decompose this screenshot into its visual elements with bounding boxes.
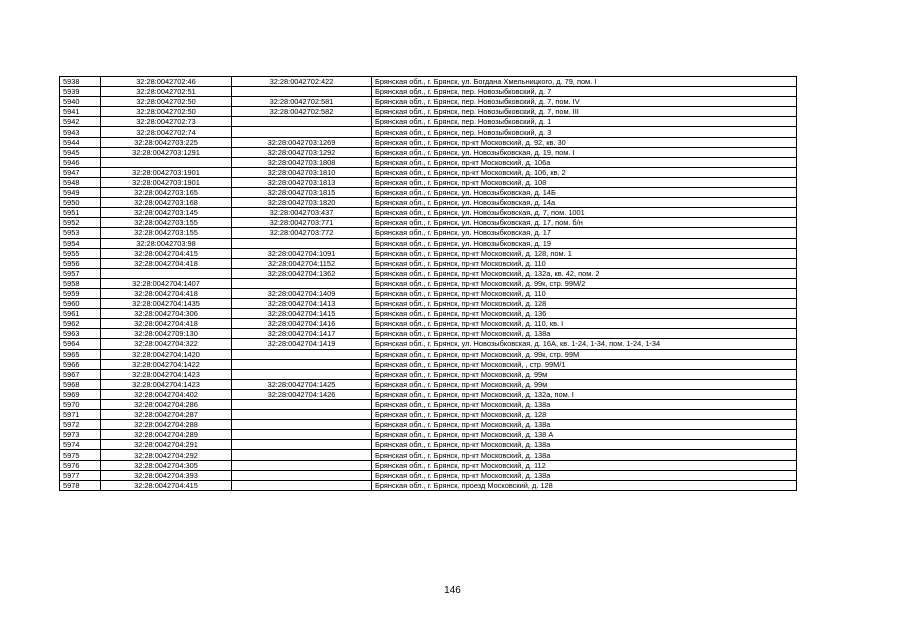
premises-cadastral-number-cell (232, 480, 372, 490)
table-row (60, 339, 797, 349)
address-cell: Брянская обл., г. Брянск, пр-кт Московский, д. 138а (372, 400, 797, 410)
cadastral-number-cell: 32:28:0042703:155 (101, 218, 232, 228)
table-row (60, 430, 797, 440)
premises-cadastral-number-cell (232, 430, 372, 440)
table-row (60, 127, 797, 137)
premises-cadastral-number-cell: 32:28:0042703:1815 (232, 188, 372, 198)
address-cell: Брянская обл., г. Брянск, пер. Новозыбковский, д. 1 (372, 117, 797, 127)
address-cell: Брянская обл., г. Брянск, пр-кт Московский, д. 99м (372, 379, 797, 389)
address-cell: Брянская обл., г. Брянск, пр-кт Московский, д. 138а (372, 329, 797, 339)
premises-cadastral-number-cell: 32:28:0042704:1415 (232, 309, 372, 319)
cadastral-number-cell: 32:28:0042709:130 (101, 329, 232, 339)
table-row (60, 400, 797, 410)
table-row (60, 268, 797, 278)
address-cell: Брянская обл., г. Брянск, ул. Богдана Хмельницкого, д. 79, пом. I (372, 77, 797, 87)
row-number-cell: 5951 (60, 208, 101, 218)
address-cell: Брянская обл., г. Брянск, пр-кт Московский, д. 106а (372, 157, 797, 167)
cadastral-number-cell: 32:28:0042703:168 (101, 198, 232, 208)
cadastral-number-cell: 32:28:0042703:1291 (101, 147, 232, 157)
premises-cadastral-number-cell (232, 470, 372, 480)
premises-cadastral-number-cell (232, 410, 372, 420)
row-number-cell: 5942 (60, 117, 101, 127)
row-number-cell: 5977 (60, 470, 101, 480)
cadastral-number-cell: 32:28:0042704:305 (101, 460, 232, 470)
table-row (60, 167, 797, 177)
address-cell: Брянская обл., г. Брянск, пр-кт Московский, д. 138 А (372, 430, 797, 440)
address-cell: Брянская обл., г. Брянск, пр-кт Московский, д. 99к, стр. 99М/2 (372, 278, 797, 288)
cadastral-number-cell: 32:28:0042704:1422 (101, 359, 232, 369)
premises-cadastral-number-cell: 32:28:0042703:1292 (232, 147, 372, 157)
cadastral-number-cell: 32:28:0042704:415 (101, 248, 232, 258)
premises-cadastral-number-cell (232, 359, 372, 369)
cadastral-number-cell: 32:28:0042703:225 (101, 137, 232, 147)
premises-cadastral-number-cell: 32:28:0042704:1426 (232, 389, 372, 399)
address-cell: Брянская обл., г. Брянск, пр-кт Московский, д. 132а, пом. I (372, 389, 797, 399)
row-number-cell: 5969 (60, 389, 101, 399)
address-cell: Брянская обл., г. Брянск, ул. Новозыбковская, д. 17, пом. б/н (372, 218, 797, 228)
premises-cadastral-number-cell: 32:28:0042703:772 (232, 228, 372, 238)
row-number-cell: 5960 (60, 299, 101, 309)
premises-cadastral-number-cell (232, 87, 372, 97)
address-cell: Брянская обл., г. Брянск, проезд Московский, д. 128 (372, 480, 797, 490)
cadastral-number-cell: 32:28:0042704:415 (101, 480, 232, 490)
address-cell: Брянская обл., г. Брянск, пр-кт Московский, д. 112 (372, 460, 797, 470)
cadastral-number-cell: 32:28:0042704:418 (101, 319, 232, 329)
address-cell: Брянская обл., г. Брянск, пр-кт Московский, д. 132а, кв. 42, пом. 2 (372, 268, 797, 278)
row-number-cell: 5970 (60, 400, 101, 410)
address-cell: Брянская обл., г. Брянск, пер. Новозыбковский, д. 3 (372, 127, 797, 137)
row-number-cell: 5949 (60, 188, 101, 198)
row-number-cell: 5950 (60, 198, 101, 208)
table-row (60, 299, 797, 309)
table-row (60, 278, 797, 288)
premises-cadastral-number-cell: 32:28:0042703:1813 (232, 177, 372, 187)
row-number-cell: 5953 (60, 228, 101, 238)
premises-cadastral-number-cell: 32:28:0042703:1808 (232, 157, 372, 167)
cadastral-number-cell: 32:28:0042702:73 (101, 117, 232, 127)
address-cell: Брянская обл., г. Брянск, пр-кт Московский, д. 110 (372, 258, 797, 268)
table-row (60, 389, 797, 399)
table-row (60, 288, 797, 298)
premises-cadastral-number-cell: 32:28:0042704:1419 (232, 339, 372, 349)
premises-cadastral-number-cell (232, 460, 372, 470)
row-number-cell: 5957 (60, 268, 101, 278)
premises-cadastral-number-cell (232, 400, 372, 410)
cadastral-number-cell: 32:28:0042704:292 (101, 450, 232, 460)
row-number-cell: 5963 (60, 329, 101, 339)
table-row (60, 147, 797, 157)
cadastral-number-cell: 32:28:0042703:1901 (101, 177, 232, 187)
address-cell: Брянская обл., г. Брянск, ул. Новозыбковская, д. 7, пом. 1001 (372, 208, 797, 218)
table-row (60, 359, 797, 369)
cadastral-number-cell: 32:28:0042704:1407 (101, 278, 232, 288)
premises-cadastral-number-cell: 32:28:0042703:1810 (232, 167, 372, 177)
row-number-cell: 5965 (60, 349, 101, 359)
address-cell: Брянская обл., г. Брянск, пр-кт Московский, д. 108 (372, 177, 797, 187)
table-row (60, 177, 797, 187)
table-row (60, 349, 797, 359)
row-number-cell: 5948 (60, 177, 101, 187)
table-row (60, 379, 797, 389)
address-cell: Брянская обл., г. Брянск, ул. Новозыбковская, д. 19 (372, 238, 797, 248)
premises-cadastral-number-cell: 32:28:0042704:1152 (232, 258, 372, 268)
cadastral-number-cell: 32:28:0042703:1901 (101, 167, 232, 177)
cadastral-number-cell (101, 157, 232, 167)
address-cell: Брянская обл., г. Брянск, пер. Новозыбковский, д. 7 (372, 87, 797, 97)
cadastral-number-cell: 32:28:0042704:1435 (101, 299, 232, 309)
table-row (60, 228, 797, 238)
cadastral-number-cell: 32:28:0042704:288 (101, 420, 232, 430)
table-row (60, 440, 797, 450)
table-row (60, 107, 797, 117)
premises-cadastral-number-cell (232, 127, 372, 137)
premises-cadastral-number-cell (232, 420, 372, 430)
address-cell: Брянская обл., г. Брянск, пр-кт Московский, д. 99м (372, 369, 797, 379)
cadastral-number-cell: 32:28:0042703:165 (101, 188, 232, 198)
address-cell: Брянская обл., г. Брянск, пр-кт Московский, д. 110, кв. I (372, 319, 797, 329)
table-row (60, 188, 797, 198)
cadastral-number-cell: 32:28:0042702:74 (101, 127, 232, 137)
premises-cadastral-number-cell (232, 349, 372, 359)
table-row (60, 77, 797, 87)
cadastral-number-cell: 32:28:0042704:286 (101, 400, 232, 410)
cadastral-number-cell: 32:28:0042704:393 (101, 470, 232, 480)
premises-cadastral-number-cell: 32:28:0042702:582 (232, 107, 372, 117)
address-cell: Брянская обл., г. Брянск, пер. Новозыбковский, д. 7, пом. IV (372, 97, 797, 107)
table-row (60, 460, 797, 470)
premises-cadastral-number-cell (232, 278, 372, 288)
address-cell: Брянская обл., г. Брянск, ул. Новозыбковская, д. 17 (372, 228, 797, 238)
address-cell: Брянская обл., г. Брянск, ул. Новозыбковская, д. 14а (372, 198, 797, 208)
table-row (60, 470, 797, 480)
row-number-cell: 5946 (60, 157, 101, 167)
row-number-cell: 5978 (60, 480, 101, 490)
cadastral-number-cell: 32:28:0042704:322 (101, 339, 232, 349)
table-row (60, 309, 797, 319)
cadastral-number-cell: 32:28:0042703:145 (101, 208, 232, 218)
premises-cadastral-number-cell (232, 450, 372, 460)
page-number: 146 (444, 585, 461, 596)
address-cell: Брянская обл., г. Брянск, пр-кт Московский, д. 138а (372, 420, 797, 430)
row-number-cell: 5943 (60, 127, 101, 137)
cadastral-number-cell: 32:28:0042704:418 (101, 288, 232, 298)
row-number-cell: 5944 (60, 137, 101, 147)
table-row (60, 450, 797, 460)
address-cell: Брянская обл., г. Брянск, пер. Новозыбковский, д. 7, пом. III (372, 107, 797, 117)
cadastral-number-cell: 32:28:0042704:1420 (101, 349, 232, 359)
table-row (60, 369, 797, 379)
premises-cadastral-number-cell: 32:28:0042704:1417 (232, 329, 372, 339)
premises-cadastral-number-cell: 32:28:0042704:1362 (232, 268, 372, 278)
premises-cadastral-number-cell (232, 369, 372, 379)
address-cell: Брянская обл., г. Брянск, ул. Новозыбковская, д. 16А, кв. 1-24, 1-34, пом. 1-24, 1-34 (372, 339, 797, 349)
table-row (60, 258, 797, 268)
row-number-cell: 5938 (60, 77, 101, 87)
premises-cadastral-number-cell: 32:28:0042703:1269 (232, 137, 372, 147)
address-cell: Брянская обл., г. Брянск, пр-кт Московский, д. 128, пом. 1 (372, 248, 797, 258)
row-number-cell: 5958 (60, 278, 101, 288)
address-cell: Брянская обл., г. Брянск, пр-кт Московский, , стр. 99М/1 (372, 359, 797, 369)
premises-cadastral-number-cell (232, 440, 372, 450)
premises-cadastral-number-cell (232, 117, 372, 127)
premises-cadastral-number-cell: 32:28:0042703:771 (232, 218, 372, 228)
row-number-cell: 5955 (60, 248, 101, 258)
table-row (60, 137, 797, 147)
cadastral-number-cell: 32:28:0042702:50 (101, 97, 232, 107)
row-number-cell: 5959 (60, 288, 101, 298)
address-cell: Брянская обл., г. Брянск, ул. Новозыбковская, д. 19, пом. I (372, 147, 797, 157)
cadastral-number-cell: 32:28:0042704:287 (101, 410, 232, 420)
table-row (60, 87, 797, 97)
row-number-cell: 5940 (60, 97, 101, 107)
table-row (60, 117, 797, 127)
premises-cadastral-number-cell: 32:28:0042704:1413 (232, 299, 372, 309)
row-number-cell: 5945 (60, 147, 101, 157)
row-number-cell: 5966 (60, 359, 101, 369)
cadastral-number-cell: 32:28:0042704:1423 (101, 379, 232, 389)
table-row (60, 420, 797, 430)
registry-table (59, 76, 797, 491)
row-number-cell: 5947 (60, 167, 101, 177)
cadastral-number-cell: 32:28:0042704:418 (101, 258, 232, 268)
registry-table-body (60, 77, 797, 491)
cadastral-number-cell: 32:28:0042704:306 (101, 309, 232, 319)
cadastral-number-cell: 32:28:0042704:402 (101, 389, 232, 399)
cadastral-number-cell: 32:28:0042703:155 (101, 228, 232, 238)
row-number-cell: 5962 (60, 319, 101, 329)
row-number-cell: 5975 (60, 450, 101, 460)
row-number-cell: 5971 (60, 410, 101, 420)
row-number-cell: 5968 (60, 379, 101, 389)
cadastral-number-cell: 32:28:0042703:98 (101, 238, 232, 248)
address-cell: Брянская обл., г. Брянск, пр-кт Московский, д. 106, кв. 2 (372, 167, 797, 177)
address-cell: Брянская обл., г. Брянск, пр-кт Московский, д. 99к, стр. 99М (372, 349, 797, 359)
row-number-cell: 5939 (60, 87, 101, 97)
cadastral-number-cell: 32:28:0042702:46 (101, 77, 232, 87)
address-cell: Брянская обл., г. Брянск, пр-кт Московский, д. 136 (372, 309, 797, 319)
cadastral-number-cell: 32:28:0042704:1423 (101, 369, 232, 379)
row-number-cell: 5972 (60, 420, 101, 430)
table-row (60, 410, 797, 420)
cadastral-number-cell: 32:28:0042702:51 (101, 87, 232, 97)
cadastral-number-cell: 32:28:0042704:291 (101, 440, 232, 450)
row-number-cell: 5961 (60, 309, 101, 319)
premises-cadastral-number-cell: 32:28:0042702:581 (232, 97, 372, 107)
table-row (60, 480, 797, 490)
table-row (60, 208, 797, 218)
cadastral-number-cell: 32:28:0042704:289 (101, 430, 232, 440)
address-cell: Брянская обл., г. Брянск, пр-кт Московский, д. 110 (372, 288, 797, 298)
premises-cadastral-number-cell: 32:28:0042702:422 (232, 77, 372, 87)
premises-cadastral-number-cell: 32:28:0042704:1091 (232, 248, 372, 258)
address-cell: Брянская обл., г. Брянск, пр-кт Московский, д. 138а (372, 470, 797, 480)
address-cell: Брянская обл., г. Брянск, ул. Новозыбковская, д. 14Б (372, 188, 797, 198)
premises-cadastral-number-cell: 32:28:0042703:437 (232, 208, 372, 218)
table-row (60, 248, 797, 258)
row-number-cell: 5964 (60, 339, 101, 349)
table-row (60, 319, 797, 329)
address-cell: Брянская обл., г. Брянск, пр-кт Московский, д. 128 (372, 410, 797, 420)
premises-cadastral-number-cell: 32:28:0042703:1820 (232, 198, 372, 208)
row-number-cell: 5976 (60, 460, 101, 470)
table-row (60, 329, 797, 339)
row-number-cell: 5952 (60, 218, 101, 228)
table-row (60, 157, 797, 167)
cadastral-number-cell: 32:28:0042702:50 (101, 107, 232, 117)
cadastral-number-cell (101, 268, 232, 278)
table-row (60, 238, 797, 248)
row-number-cell: 5941 (60, 107, 101, 117)
premises-cadastral-number-cell: 32:28:0042704:1409 (232, 288, 372, 298)
row-number-cell: 5967 (60, 369, 101, 379)
address-cell: Брянская обл., г. Брянск, пр-кт Московский, д. 92, кв. 30 (372, 137, 797, 147)
premises-cadastral-number-cell (232, 238, 372, 248)
premises-cadastral-number-cell: 32:28:0042704:1425 (232, 379, 372, 389)
row-number-cell: 5956 (60, 258, 101, 268)
premises-cadastral-number-cell: 32:28:0042704:1416 (232, 319, 372, 329)
table-row (60, 198, 797, 208)
table-row (60, 218, 797, 228)
table-row (60, 97, 797, 107)
address-cell: Брянская обл., г. Брянск, пр-кт Московский, д. 138а (372, 440, 797, 450)
row-number-cell: 5973 (60, 430, 101, 440)
row-number-cell: 5954 (60, 238, 101, 248)
address-cell: Брянская обл., г. Брянск, пр-кт Московский, д. 128 (372, 299, 797, 309)
address-cell: Брянская обл., г. Брянск, пр-кт Московский, д. 138а (372, 450, 797, 460)
row-number-cell: 5974 (60, 440, 101, 450)
